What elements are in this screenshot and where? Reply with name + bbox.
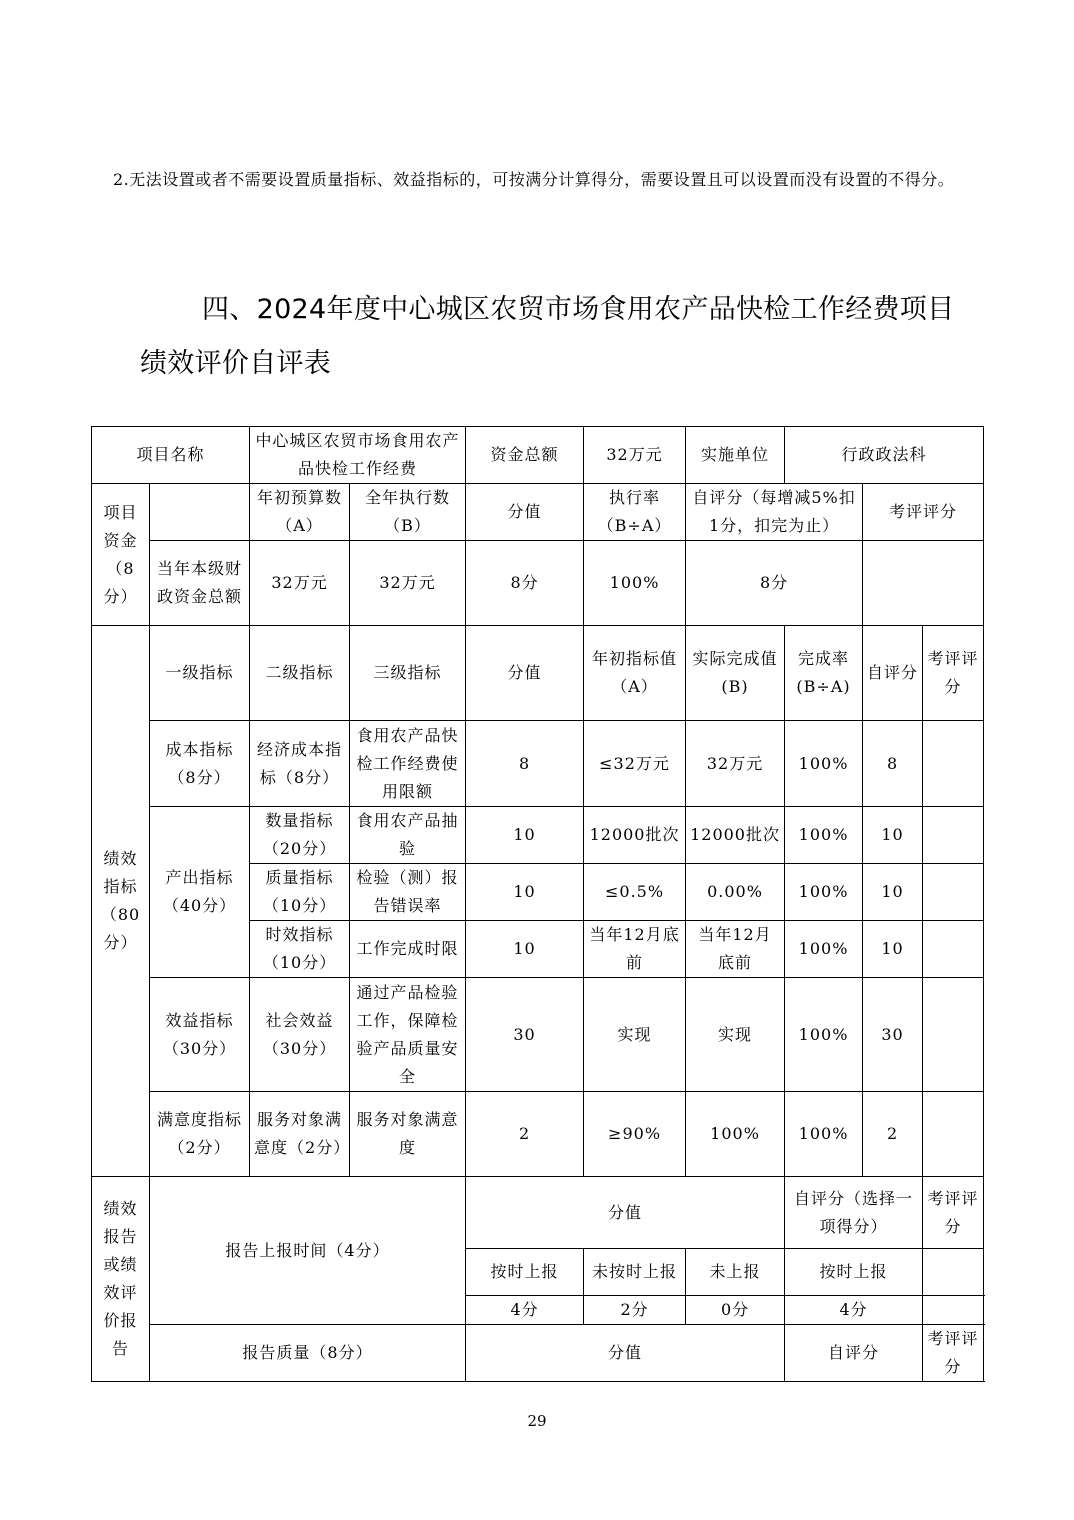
output-level2: 质量指标（10分） bbox=[250, 864, 350, 921]
report-score-none: 0分 bbox=[686, 1296, 785, 1325]
col-score: 分值 bbox=[466, 484, 584, 541]
output-target: 当年12月底前 bbox=[584, 921, 686, 978]
satisfaction-actual: 100% bbox=[686, 1092, 785, 1177]
output-score: 10 bbox=[466, 864, 584, 921]
table-row bbox=[92, 721, 984, 807]
satisfaction-review bbox=[923, 1092, 984, 1177]
total-funds: 32万元 bbox=[584, 427, 686, 484]
report-score-ontime: 4分 bbox=[466, 1296, 584, 1325]
report-quality-label: 报告质量（8分） bbox=[150, 1325, 466, 1382]
header-rate: 完成率(B÷A) bbox=[785, 626, 863, 721]
cost-score: 8 bbox=[466, 721, 584, 807]
output-self: 10 bbox=[863, 921, 923, 978]
exec-rate: 100% bbox=[584, 541, 686, 626]
cost-target: ≤32万元 bbox=[584, 721, 686, 807]
empty-cell bbox=[923, 1249, 984, 1296]
project-name-label: 项目名称 bbox=[92, 427, 250, 484]
satisfaction-target: ≥90% bbox=[584, 1092, 686, 1177]
satisfaction-level3: 服务对象满意度 bbox=[350, 1092, 466, 1177]
benefit-review bbox=[923, 978, 984, 1092]
output-self: 10 bbox=[863, 864, 923, 921]
funds-row-label: 当年本级财政资金总额 bbox=[150, 541, 250, 626]
cost-level1: 成本指标（8分） bbox=[150, 721, 250, 807]
project-name: 中心城区农贸市场食用农产品快检工作经费 bbox=[250, 427, 466, 484]
cost-rate: 100% bbox=[785, 721, 863, 807]
unit-label: 实施单位 bbox=[686, 427, 785, 484]
footnote-paragraph: 2.无法设置或者不需要设置质量指标、效益指标的，可按满分计算得分，需要设置且可以设置而没有设置的不得分。 bbox=[113, 170, 955, 189]
output-review bbox=[923, 921, 984, 978]
cost-review bbox=[923, 721, 984, 807]
output-actual: 当年12月底前 bbox=[686, 921, 785, 978]
header-score: 分值 bbox=[466, 626, 584, 721]
header-level2: 二级指标 bbox=[250, 626, 350, 721]
report-score-late: 2分 bbox=[584, 1296, 686, 1325]
empty-cell bbox=[150, 484, 250, 541]
benefit-level1: 效益指标（30分） bbox=[150, 978, 250, 1092]
report-quality-self-label: 自评分 bbox=[785, 1325, 923, 1382]
satisfaction-level2: 服务对象满意度（2分） bbox=[250, 1092, 350, 1177]
output-review bbox=[923, 864, 984, 921]
table-row bbox=[92, 1177, 984, 1249]
table-row bbox=[92, 1325, 984, 1382]
output-review bbox=[923, 807, 984, 864]
report-option-ontime: 按时上报 bbox=[466, 1249, 584, 1296]
table-row bbox=[92, 541, 984, 626]
benefit-level2: 社会效益（30分） bbox=[250, 978, 350, 1092]
funds-score: 8分 bbox=[466, 541, 584, 626]
unit-value: 行政政法科 bbox=[785, 427, 984, 484]
initial-budget: 32万元 bbox=[250, 541, 350, 626]
cost-level3: 食用农产品快检工作经费使用限额 bbox=[350, 721, 466, 807]
col-initial-budget: 年初预算数（A） bbox=[250, 484, 350, 541]
output-target: ≤0.5% bbox=[584, 864, 686, 921]
table-row bbox=[92, 978, 984, 1092]
report-option-late: 未按时上报 bbox=[584, 1249, 686, 1296]
page-title: 四、2024年度中心城区农贸市场食用农产品快检工作经费项目绩效评价自评表 bbox=[140, 294, 955, 379]
output-self: 10 bbox=[863, 807, 923, 864]
col-self-score: 自评分（每增减5%扣1分，扣完为止） bbox=[686, 484, 863, 541]
output-level3: 食用农产品抽验 bbox=[350, 807, 466, 864]
cost-actual: 32万元 bbox=[686, 721, 785, 807]
funds-review-score bbox=[863, 541, 984, 626]
table-row bbox=[92, 484, 984, 541]
header-target: 年初指标值（A） bbox=[584, 626, 686, 721]
output-level3: 检验（测）报告错误率 bbox=[350, 864, 466, 921]
evaluation-table bbox=[91, 426, 984, 1382]
report-score-label: 分值 bbox=[466, 1177, 785, 1249]
report-self-choice: 按时上报 bbox=[785, 1249, 923, 1296]
output-actual: 0.00% bbox=[686, 864, 785, 921]
output-level2: 时效指标（10分） bbox=[250, 921, 350, 978]
funds-self-score: 8分 bbox=[686, 541, 863, 626]
report-self-label: 自评分（选择一项得分） bbox=[785, 1177, 923, 1249]
report-quality-review-label: 考评评分 bbox=[923, 1325, 984, 1382]
table-row bbox=[92, 1092, 984, 1177]
output-level1: 产出指标（40分） bbox=[150, 807, 250, 978]
header-self: 自评分 bbox=[863, 626, 923, 721]
benefit-rate: 100% bbox=[785, 978, 863, 1092]
satisfaction-self: 2 bbox=[863, 1092, 923, 1177]
header-level1: 一级指标 bbox=[150, 626, 250, 721]
output-rate: 100% bbox=[785, 864, 863, 921]
satisfaction-score: 2 bbox=[466, 1092, 584, 1177]
table-row bbox=[92, 427, 984, 484]
report-review-label: 考评评分 bbox=[923, 1177, 984, 1249]
col-actual: 全年执行数（B） bbox=[350, 484, 466, 541]
output-level2: 数量指标（20分） bbox=[250, 807, 350, 864]
actual-spent: 32万元 bbox=[350, 541, 466, 626]
benefit-level3: 通过产品检验工作，保障检验产品质量安全 bbox=[350, 978, 466, 1092]
cost-self: 8 bbox=[863, 721, 923, 807]
page-number: 29 bbox=[527, 1412, 547, 1430]
funds-section-label: 项目资金（8分） bbox=[92, 484, 150, 626]
output-rate: 100% bbox=[785, 807, 863, 864]
benefit-target: 实现 bbox=[584, 978, 686, 1092]
satisfaction-level1: 满意度指标（2分） bbox=[150, 1092, 250, 1177]
total-funds-label: 资金总额 bbox=[466, 427, 584, 484]
output-target: 12000批次 bbox=[584, 807, 686, 864]
col-review-score: 考评评分 bbox=[863, 484, 984, 541]
empty-cell bbox=[923, 1296, 984, 1325]
indicators-section-label: 绩效指标（80分） bbox=[92, 626, 150, 1177]
output-actual: 12000批次 bbox=[686, 807, 785, 864]
output-rate: 100% bbox=[785, 921, 863, 978]
report-option-none: 未上报 bbox=[686, 1249, 785, 1296]
table-row bbox=[92, 807, 984, 864]
satisfaction-rate: 100% bbox=[785, 1092, 863, 1177]
report-self-score: 4分 bbox=[785, 1296, 923, 1325]
report-quality-score-label: 分值 bbox=[466, 1325, 785, 1382]
report-time-label: 报告上报时间（4分） bbox=[150, 1177, 466, 1325]
output-level3: 工作完成时限 bbox=[350, 921, 466, 978]
table-row bbox=[92, 626, 984, 721]
benefit-actual: 实现 bbox=[686, 978, 785, 1092]
output-score: 10 bbox=[466, 807, 584, 864]
report-section-label: 绩效报告或绩效评价报告 bbox=[92, 1177, 150, 1382]
col-exec-rate: 执行率（B÷A） bbox=[584, 484, 686, 541]
header-actual: 实际完成值(B) bbox=[686, 626, 785, 721]
benefit-score: 30 bbox=[466, 978, 584, 1092]
cost-level2: 经济成本指标（8分） bbox=[250, 721, 350, 807]
header-review: 考评评分 bbox=[923, 626, 984, 721]
benefit-self: 30 bbox=[863, 978, 923, 1092]
output-score: 10 bbox=[466, 921, 584, 978]
header-level3: 三级指标 bbox=[350, 626, 466, 721]
